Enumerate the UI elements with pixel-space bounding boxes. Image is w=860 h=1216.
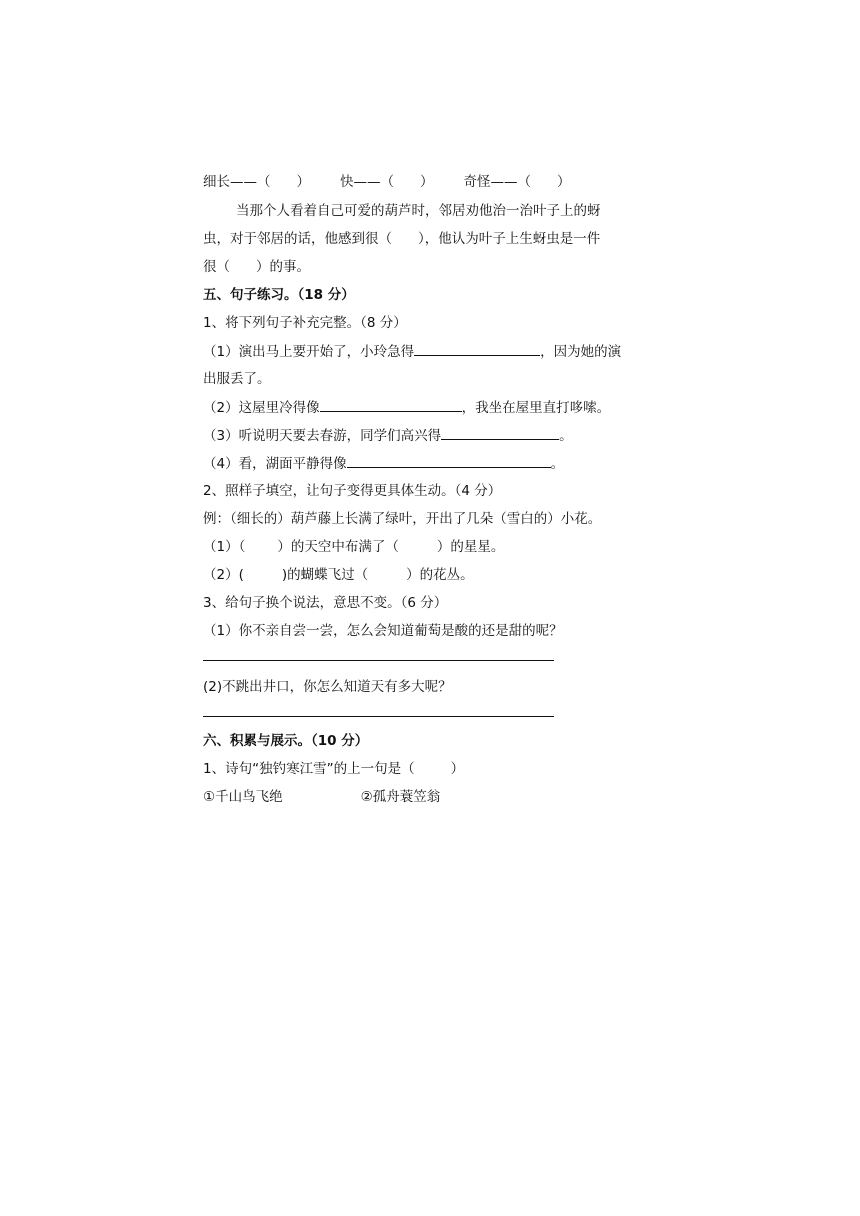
- paragraph-line-1: 当那个人看着自己可爱的葫芦时，邻居劝他治一治叶子上的蚜: [236, 203, 601, 219]
- q2-item2: [203, 565, 474, 585]
- paragraph-line-2: [203, 229, 600, 249]
- q1-item1: [203, 341, 621, 362]
- q1-item4: [203, 453, 564, 474]
- q3-title: 3、给句子换个说法，意思不变。（6 分）: [203, 595, 448, 611]
- word-pair-3: 奇怪——（: [463, 174, 531, 190]
- word-pair-3-close: ）: [557, 174, 571, 190]
- section5-heading: 五、句子练习。（18 分）: [203, 287, 355, 303]
- q1-item3-b: 。: [559, 428, 573, 444]
- answer-line[interactable]: [203, 660, 554, 661]
- word-pair-2-close: ）: [420, 174, 434, 190]
- q2-item2-b: )的蝴蝶飞过（: [281, 567, 369, 583]
- q2-item2-a: （2）(: [203, 567, 244, 583]
- q3-item1: （1）你不亲自尝一尝，怎么会知道葡萄是酸的还是甜的呢？: [203, 623, 563, 639]
- s6-q1-title: [203, 759, 464, 779]
- answer-blank[interactable]: [347, 453, 551, 468]
- section6-heading: 六、积累与展示。（10 分）: [203, 733, 369, 749]
- q1-item4-b: 。: [550, 456, 565, 472]
- q1-item3: [203, 425, 573, 446]
- s6-q1-title-a: 1、诗句“独钓寒江雪”的上一句是（: [203, 761, 415, 777]
- q1-item1-b: ，因为她的演: [540, 344, 622, 360]
- paragraph-line-3-b: ）的事。: [256, 259, 310, 275]
- s6-q1-title-b: ）: [450, 761, 465, 777]
- q2-item1-b: ）的天空中布满了（: [277, 539, 399, 555]
- answer-blank[interactable]: [320, 397, 462, 412]
- q1-item2: [203, 397, 610, 418]
- paragraph-line-2-b: ），他认为叶子上生蚜虫是一件: [418, 231, 601, 247]
- q1-item4-a: （4）看，湖面平静得像: [203, 456, 347, 472]
- paragraph-line-3-a: 很（: [203, 259, 230, 275]
- q2-title: 2、照样子填空，让句子变得更具体生动。（4 分）: [203, 483, 502, 499]
- q1-item3-a: （3）听说明天要去春游，同学们高兴得: [203, 428, 442, 444]
- word-pair-2: 快——（: [340, 174, 394, 190]
- answer-blank[interactable]: [441, 425, 559, 440]
- word-pairs-line: [203, 172, 571, 192]
- word-pair-1: 细长——（: [203, 174, 271, 190]
- q3-item2: (2)不跳出井口，你怎么知道天有多大呢？: [203, 679, 452, 695]
- answer-line[interactable]: [203, 716, 554, 717]
- q1-title: 1、将下列句子补充完整。（8 分）: [203, 315, 407, 331]
- word-pair-1-close: ）: [296, 174, 310, 190]
- option-2[interactable]: ②孤舟蓑笠翁: [360, 789, 441, 805]
- option-1[interactable]: ①千山鸟飞绝: [203, 789, 283, 805]
- s6-q1-options: [203, 787, 440, 807]
- q2-item1-a: （1）（: [203, 539, 246, 555]
- q1-item2-a: （2）这屋里冷得像: [203, 400, 320, 416]
- q1-item1-cont: 出服丢了。: [203, 371, 271, 387]
- q2-item1: [203, 537, 504, 557]
- q1-item1-a: （1）演出马上要开始了，小玲急得: [203, 344, 415, 360]
- q2-example: 例：（细长的）葫芦藤上长满了绿叶，开出了几朵（雪白的）小花。: [203, 511, 602, 527]
- q2-item1-c: ）的星星。: [436, 539, 505, 555]
- paragraph-line-3: [203, 257, 310, 277]
- q1-item2-b: ，我坐在屋里直打哆嗦。: [461, 400, 611, 416]
- paragraph-line-2-a: 虫，对于邻居的话，他感到很（: [203, 231, 392, 247]
- q2-item2-c: ）的花丛。: [406, 567, 474, 583]
- answer-blank[interactable]: [414, 341, 540, 356]
